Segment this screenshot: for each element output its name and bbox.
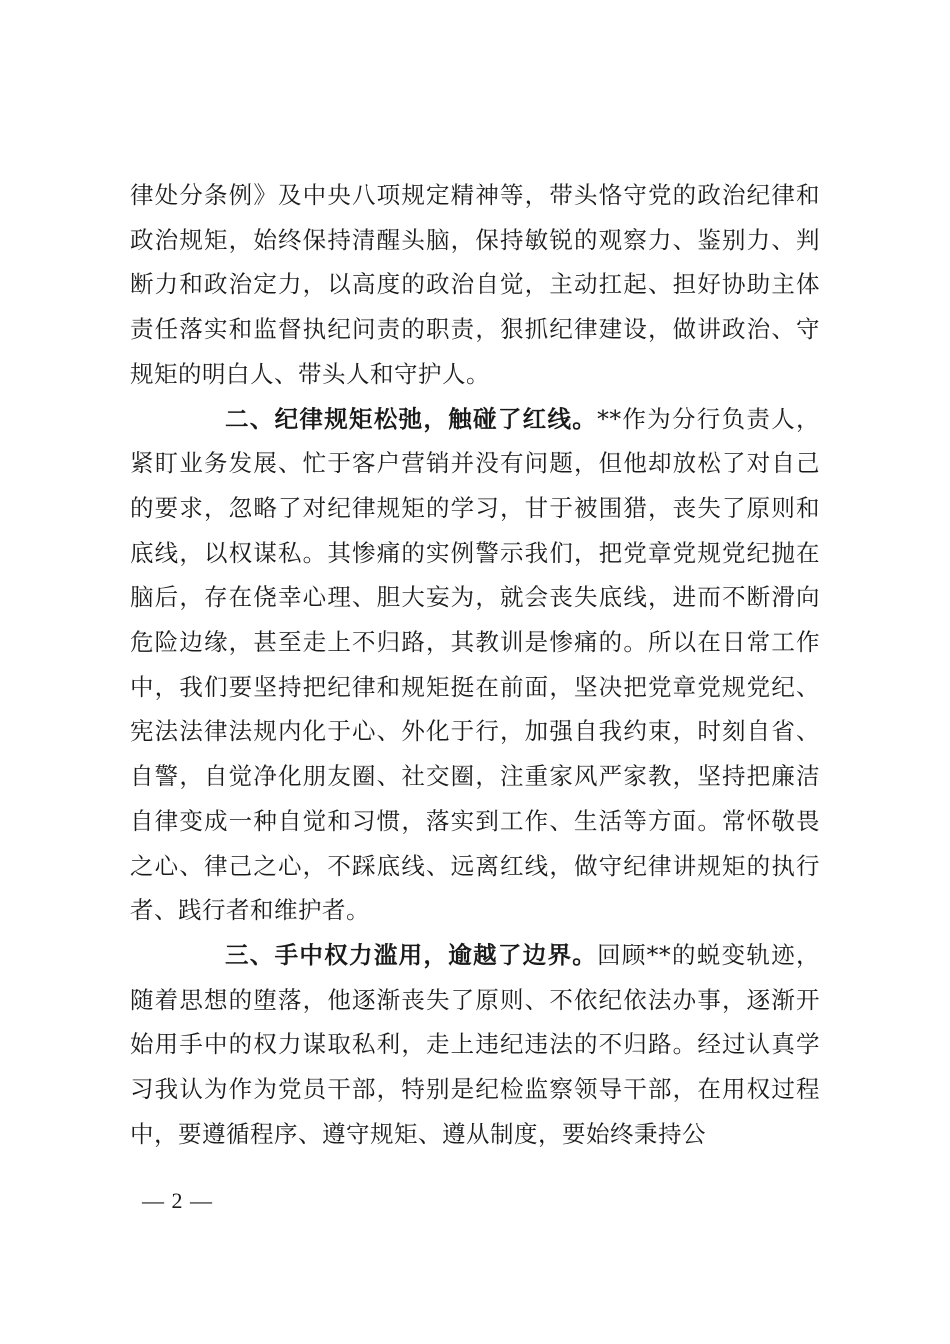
paragraph-1 (130, 173, 820, 397)
paragraph-2-text: **作为分行负责人，紧盯业务发展、忙于客户营销并没有问题，但他却放松了对自己的要求，忽略了对纪律规矩的学习，甘于被围猎，丧失了原则和底线，以权谋私。其惨痛的实例警示我们，把党章党规党纪抛在脑后，存在侥幸心理、胆大妄为，就会丧失底线，进而不断滑向危险边缘，甚至走上不归路，其教训是惨痛的。所以在日常工作中，我们要坚持把纪律和规矩挺在前面，坚决把党章党规党纪、宪法法律法规内化于心、外化于行，加强自我约束，时刻自省、自警，自觉净化朋友圈、社交圈，注重家风严家教，坚持把廉洁自律变成一种自觉和习惯，落实到工作、生活等方面。常怀敬畏之心、律己之心，不踩底线、远离红线，做守纪律讲规矩的执行者、践行者和维护者。 (130, 404, 821, 925)
paragraph-3 (130, 933, 820, 1157)
paragraph-3-text: 回顾**的蜕变轨迹，随着思想的堕落，他逐渐丧失了原则、不依纪依法办事，逐渐开始用手中的权力谋取私利，走上违纪违法的不归路。经过认真学习我认为作为党员干部，特别是纪检监察领导干部，在用权过程中，要遵循程序、遵守规矩、遵从制度，要始终秉持公 (130, 940, 821, 1148)
document-body (130, 173, 820, 1156)
section-heading-2: 二、纪律规矩松弛，触碰了红线。 (225, 404, 598, 433)
section-heading-3: 三、手中权力滥用，逾越了边界。 (225, 940, 598, 969)
paragraph-2 (130, 397, 820, 933)
paragraph-1-text: 律处分条例》及中央八项规定精神等，带头恪守党的政治纪律和政治规矩，始终保持清醒头脑，保持敏锐的观察力、鉴别力、判断力和政治定力，以高度的政治自觉，主动扛起、担好协助主体责任落实和监督执纪问责的职责，狠抓纪律建设，做讲政治、守规矩的明白人、带头人和守护人。 (130, 181, 820, 388)
page-number: — 2 — (142, 1188, 213, 1213)
